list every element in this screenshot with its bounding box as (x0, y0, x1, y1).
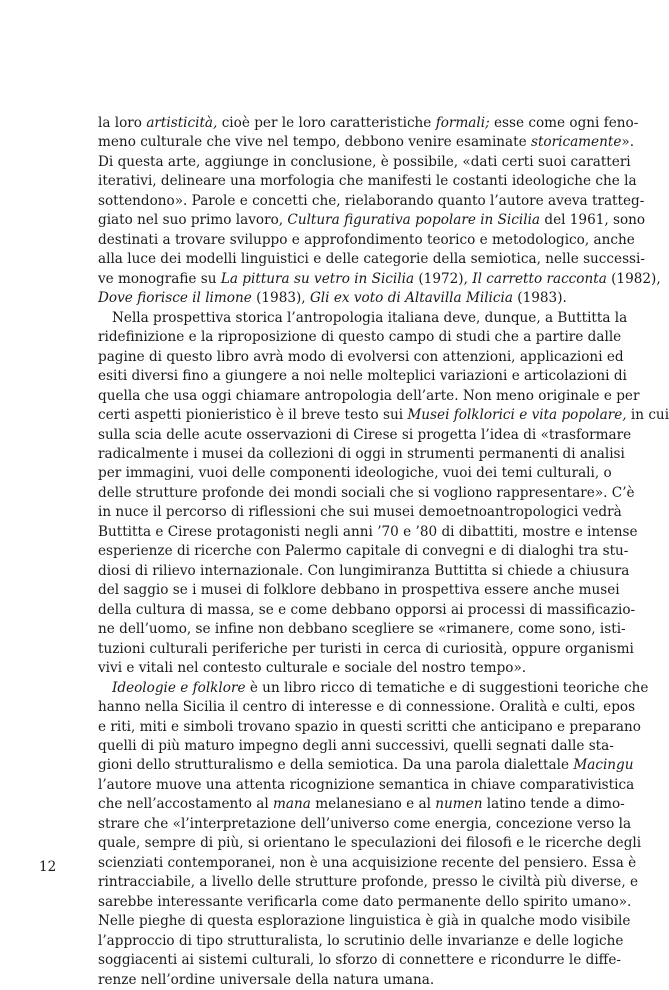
text-line (98, 348, 624, 367)
text-line (98, 601, 636, 620)
text-run: quella che usa oggi chiamare antropologia dell’arte. Non meno originale e per (98, 387, 640, 404)
text-run: alla luce dei modelli linguistici e delle categorie della semiotica, nelle successi- (98, 251, 645, 268)
text-line (98, 406, 669, 425)
italic-text: Dove fiorisce il limone (98, 290, 252, 307)
text-run: delle strutture profonde dei mondi sociali che si vogliono rappresentare». C’è (98, 484, 635, 501)
text-line (98, 153, 631, 172)
text-run: ». (621, 134, 635, 151)
text-line (98, 776, 635, 795)
text-run: latino tende a dimo- (482, 796, 625, 813)
text-line (98, 328, 622, 347)
text-run: (1982), (606, 270, 661, 287)
text-line (98, 426, 632, 445)
italic-text: Musei folklorici e vita popolare, (407, 407, 627, 424)
text-run: renze nell’ordine universale della natura umana. (98, 971, 435, 988)
text-line (98, 542, 629, 561)
text-run: quelli di più maturo impegno degli anni successivi, quelli segnati dalle sta- (98, 738, 614, 754)
text-run: (1983). (512, 290, 567, 307)
text-run: (1972), (414, 270, 473, 287)
italic-text: numen (435, 796, 483, 813)
text-line (98, 114, 639, 133)
text-run: meno culturale che vive nel tempo, debbono venire esaminate (98, 134, 531, 151)
text-run: cioè per le loro caratteristiche (217, 115, 436, 131)
text-run: esperienze di ricerche con Palermo capitale di convegni e di dialoghi tra stu- (98, 543, 629, 560)
text-line (98, 289, 583, 308)
text-line (98, 211, 646, 230)
text-run: per immagini, vuoi delle componenti ideologiche, vuoi dei temi culturali, o (98, 465, 612, 482)
text-line (98, 387, 640, 406)
text-line (98, 795, 625, 814)
text-run: melanesiano e al (310, 796, 436, 813)
text-run: l’approccio di tipo strutturalista, lo scrutinio delle invarianze e delle logiche (98, 932, 624, 949)
text-run: e riti, miti e simboli trovano spazio in questi scritti che anticipano e preparano (98, 718, 641, 735)
text-line (98, 309, 628, 328)
italic-text: Il carretto racconta (472, 270, 607, 287)
text-run: della cultura di massa, se e come debbano opporsi ai processi di massificazio- (98, 601, 636, 618)
italic-text: La pittura su vetro in Sicilia (220, 270, 415, 287)
text-run: sottendono». Parole e concetti che, rielaborando quanto l’autore aveva tratteg- (98, 192, 645, 209)
text-line (98, 932, 624, 951)
text-run: Di questa arte, aggiunge in conclusione, è possibile, «dati certi suoi caratteri (98, 153, 631, 170)
text-line (98, 445, 625, 464)
italic-text: storicamente (530, 134, 622, 151)
text-run: (1983), (251, 290, 310, 307)
text-run: scienziati contemporanei, non è una acquisizione recente del pensiero. Essa è (98, 854, 637, 871)
text-line (98, 172, 637, 191)
text-run: ridefinizione e la riproposizione di questo campo di studi che a partire dalle (98, 329, 622, 346)
text-run: in cui (626, 407, 669, 424)
text-line (98, 484, 635, 503)
text-run: Buttitta e Cirese protagonisti negli anni ’70 e ’80 di dibattiti, mostre e intense (98, 523, 638, 540)
text-line (98, 133, 635, 152)
text-run: rintracciabile, a livello delle strutture profonde, presso le civiltà più diverse, e (98, 874, 639, 891)
text-line (98, 270, 661, 289)
text-run: soggiacenti ai sistemi culturali, lo sforzo di connettere e ricondurre le diffe- (98, 952, 621, 969)
body-text (98, 114, 669, 990)
text-line (98, 815, 632, 834)
text-run: che nell’accostamento al (98, 796, 274, 813)
text-line (98, 581, 620, 600)
text-line (98, 192, 645, 211)
text-run: Nelle pieghe di questa esplorazione linguistica è già in qualche modo visibile (98, 913, 631, 930)
text-line (98, 464, 612, 483)
text-run: ne dell’uomo, se infine non debbano scegliere se «rimanere, come sono, isti- (98, 621, 626, 638)
italic-text: formali; (435, 115, 490, 131)
text-line (98, 698, 636, 717)
text-run: del saggio se i musei di folklore debbano in prospettiva essere anche musei (98, 582, 620, 599)
text-line (98, 250, 645, 269)
text-line (98, 367, 627, 386)
text-line (98, 873, 639, 892)
text-run: sulla scia delle acute osservazioni di Cirese si progetta l’idea di «trasformare (98, 426, 632, 443)
text-line (98, 854, 637, 873)
text-line (98, 659, 583, 678)
italic-text: artisticità, (146, 115, 218, 131)
text-run: hanno nella Sicilia il centro di interesse e di connessione. Oralità e culti, epos (98, 699, 636, 716)
text-line (98, 834, 642, 853)
text-line (98, 523, 638, 542)
text-line (98, 737, 614, 756)
text-line (98, 231, 635, 250)
text-run: l’autore muove una attenta ricognizione semantica in chiave comparativistica (98, 776, 635, 793)
text-line (98, 951, 621, 970)
text-run: iterativi, delineare una morfologia che manifesti le costanti ideologiche che la (98, 173, 637, 190)
text-run: ve monografie su (98, 270, 221, 287)
text-line (98, 503, 622, 522)
text-line (98, 679, 649, 698)
italic-text: Macingu (573, 757, 634, 774)
text-run: radicalmente i musei da collezioni di oggi in strumenti permanenti di analisi (98, 445, 625, 462)
text-line (98, 893, 632, 912)
text-line (98, 912, 631, 931)
italic-text: Ideologie e folklore (112, 679, 246, 696)
text-run: giato nel suo primo lavoro, (98, 212, 288, 229)
text-line (98, 620, 626, 639)
text-run: strare che «l’interpretazione dell’universo come energia, concezione verso la (98, 815, 632, 832)
italic-text: Gli ex voto di Altavilla Milicia (309, 290, 513, 307)
text-run: Nella prospettiva storica l’antropologia italiana deve, dunque, a Buttitta la (112, 309, 628, 326)
text-run: gioni dello strutturalismo e della semiotica. Da una parola dialettale (98, 757, 574, 774)
text-run: quale, sempre di più, si orientano le speculazioni dei filosofi e le ricerche degli (98, 835, 642, 852)
text-run: vivi e vitali nel contesto culturale e sociale del nostro tempo». (98, 660, 527, 677)
text-line (98, 718, 641, 737)
text-line (98, 756, 634, 775)
italic-text: mana (273, 796, 311, 813)
text-run: sarebbe interessante verificarla come dato permanente dello spirito umano». (98, 893, 632, 910)
text-run: certi aspetti pionieristico è il breve testo sui (98, 407, 408, 424)
text-run: diosi di rilievo internazionale. Con lungimiranza Buttitta si chiede a chiusura (98, 562, 630, 579)
text-run: la loro (98, 115, 147, 131)
page-number: 12 (39, 859, 57, 875)
text-run: in nuce il percorso di riflessioni che sui musei demoetnoantropologici vedrà (98, 504, 622, 521)
text-line (98, 971, 583, 990)
italic-text: Cultura figurativa popolare in Sicilia (287, 212, 541, 229)
text-run: destinati a trovare sviluppo e approfondimento teorico e metodologico, anche (98, 231, 635, 248)
text-line (98, 562, 630, 581)
text-run: esse come ogni feno- (489, 115, 639, 131)
text-run: è un libro ricco di tematiche e di suggestioni teoriche che (245, 679, 649, 696)
text-run: pagine di questo libro avrà modo di evolversi con attenzioni, applicazioni ed (98, 348, 624, 365)
text-line (98, 640, 634, 659)
text-run: tuzioni culturali periferiche per turisti in cerca di curiosità, oppure organismi (98, 640, 634, 657)
text-run: esiti diversi fino a giungere a noi nelle molteplici variazioni e articolazioni di (98, 368, 627, 385)
text-run: del 1961, sono (540, 212, 646, 229)
